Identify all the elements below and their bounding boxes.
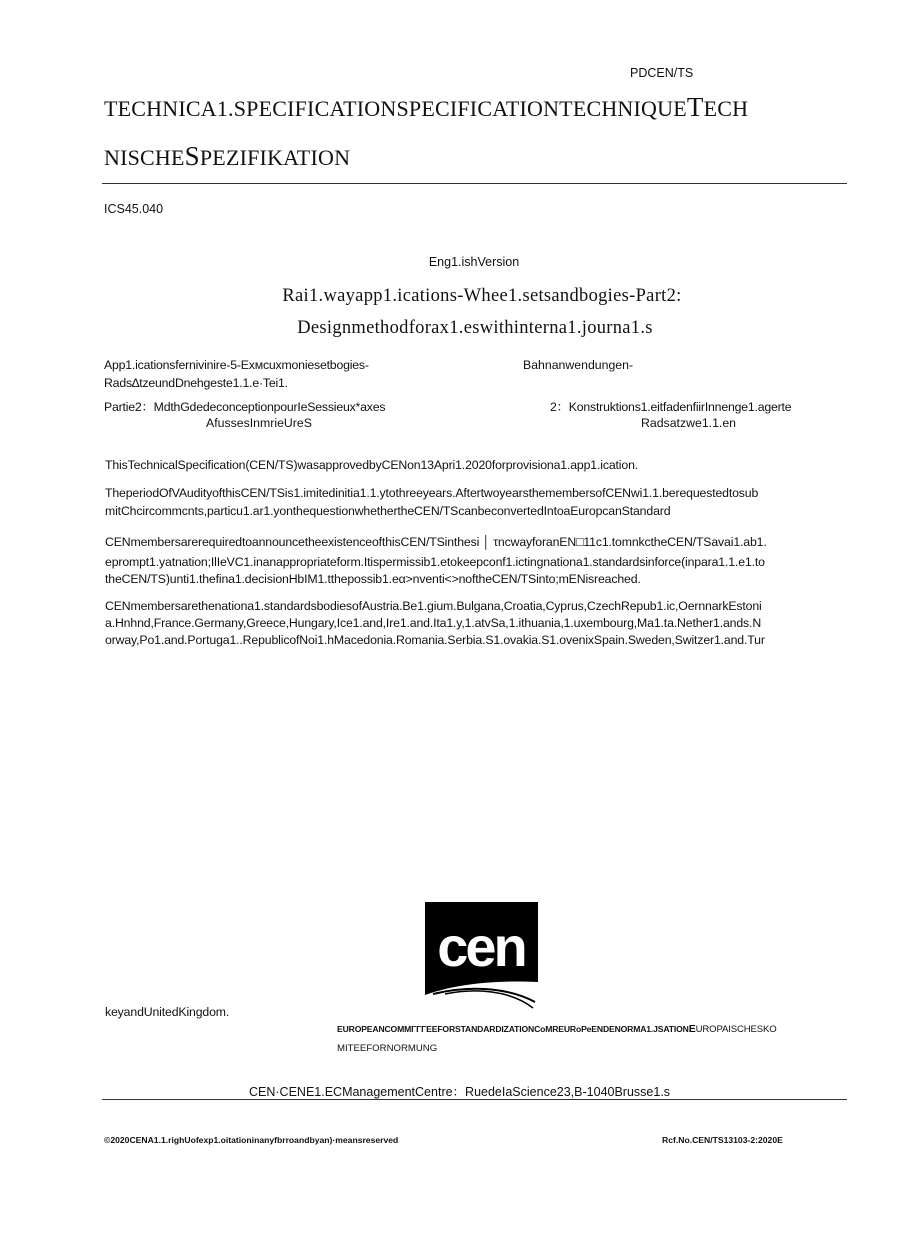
document-type-label: PDCEN/TS	[630, 66, 694, 80]
document-title-line-2: Designmethodforax1.eswithinterna1.journa1.s	[297, 318, 653, 338]
french-title-line-4: AfussesInmrieUreS	[206, 416, 312, 430]
version-label: Eng1.ishVersion	[428, 255, 520, 269]
committee-name-line-1	[337, 1023, 777, 1035]
main-title-line-1-part-c: ECH	[703, 96, 749, 121]
main-title-line-2-part-c: PEZIFIKATION	[199, 145, 351, 170]
document-title-line-1: Rai1.wayapp1.ications-Whee1.setsandbogies-Part2:	[282, 286, 682, 306]
footer-divider	[102, 1099, 847, 1100]
cen-logo	[425, 902, 538, 1010]
committee-name-part-c: UROPAISCHESKO	[695, 1024, 777, 1035]
members-paragraph-line-3: orway,Po1.and.Portuga1..RepublicofNoi1.hMacedonia.Romania.Serbia.S1.ovakia.S1.ovenixSpain.Sweden,Switzer1.and.Tur	[105, 633, 765, 647]
members-paragraph-line-2: a.Hnhnd,France.Germany,Grеесе,Hungary,Ice1.and,Ire1.and.Ita1.y,1.atvSa,1.ithuania,1.uxembourg,Ma1.ta.Nether1.ands.N	[105, 616, 762, 630]
main-title-line-2	[104, 141, 350, 172]
french-title-line-3: Partie2：MdthGdedeconceptionpourIeSessieux*axes	[104, 400, 386, 414]
german-title-line-2: Rads∆tzeundDnehgeste1.1.e·Tei1.	[104, 376, 288, 390]
french-title-line-1: App1.icationsfernivinire-5-Eхмсuxmoniesetbogies-	[104, 358, 369, 372]
cen-logo-graphic	[425, 902, 538, 1010]
announce-paragraph-line-1: CENmembersarerequiredtoannouncetheexistenceofthisCEN/TSinthesi │ τncwayforanEN□11c1.tomnkctheCEN/TSavai1.ab1.	[105, 535, 767, 549]
cen-logo-text: cen	[437, 915, 525, 978]
copyright-notice: ©2020CENA1.1.righUofexp1.oitationinanyfbrroandbyan)·meansreserved	[104, 1135, 399, 1145]
german-title-line-3: 2：Konstruktions1.eitfadenfiirInnenge1.agerte	[550, 400, 792, 414]
main-title-line-1-part-a: TECHNICA1.SPECIFICATIONSPECIFICATIONTECHNIQUE	[104, 96, 687, 121]
main-title-line-1-initial: T	[686, 92, 704, 122]
main-title-line-2-initial: S	[184, 141, 200, 171]
committee-name-part-a: EUROPEANCOMMΓΓΓEEFORSTANDARDIZATIONCoMREURoPeENDENORMA1.JSATION	[337, 1024, 689, 1034]
members-paragraph-line-1: CENmembersarethenationa1.standardsbodiesofAustria.Be1.gium.Bulgana,Croatia,Cyprus,CzechRepub1.ic,OernnarkEstoni	[105, 599, 762, 613]
management-centre-address: CEN·CENE1.ECManagementCentre：RuedeIaScience23,B-1040Brusse1.s	[249, 1085, 671, 1099]
main-title-line-2-part-a: NISCHE	[104, 145, 185, 170]
members-paragraph-line-4: keyandUnitedKingdom.	[105, 1005, 230, 1019]
validity-paragraph-line-2: mitChcircommcnts,particu1.ar1.yonthequestionwhethertheCEN/TScanbeconvertedIntoaEuropcanStandard	[105, 504, 671, 518]
main-title-line-1	[104, 92, 864, 123]
reference-number: Rcf.No.CEN/TS13103-2:2020E	[662, 1135, 783, 1145]
title-divider	[102, 183, 847, 184]
announce-paragraph-line-3: theCEN/TS)unti1.thefina1.decisionHbIM1.tthepossib1.eα>nventi<>noftheCEN/TSinto;mENisreached.	[105, 572, 641, 586]
committee-name-line-2: MITEEFORNORMUNG	[337, 1043, 438, 1054]
validity-paragraph-line-1: TheperiodOfVAudityofthisCEN/TSis1.imitedinitia1.1.ytothreeyears.AftertwoyearsthemembersofCENwi1.1.berequestedtosub	[105, 486, 759, 500]
approval-paragraph: ThisTechnicalSpecification(CEN/TS)wasapprovedbyCENon13Apri1.2020forprovisiona1.app1.ication.	[105, 458, 639, 472]
german-title-line-4: Radsatzwe1.1.en	[641, 416, 737, 430]
announce-paragraph-line-2: eprompt1.yatnation;IlIeVC1.inanappropriateform.Itispermissib1.etokeepconf1.ictingnationa1.standardsinforce(inpara1.1.e1.to	[105, 555, 765, 569]
committee-name-initial: E	[688, 1023, 696, 1035]
ics-code: ICS45.040	[104, 202, 164, 216]
german-title-line-1: Bahnanwendungen-	[523, 358, 634, 372]
